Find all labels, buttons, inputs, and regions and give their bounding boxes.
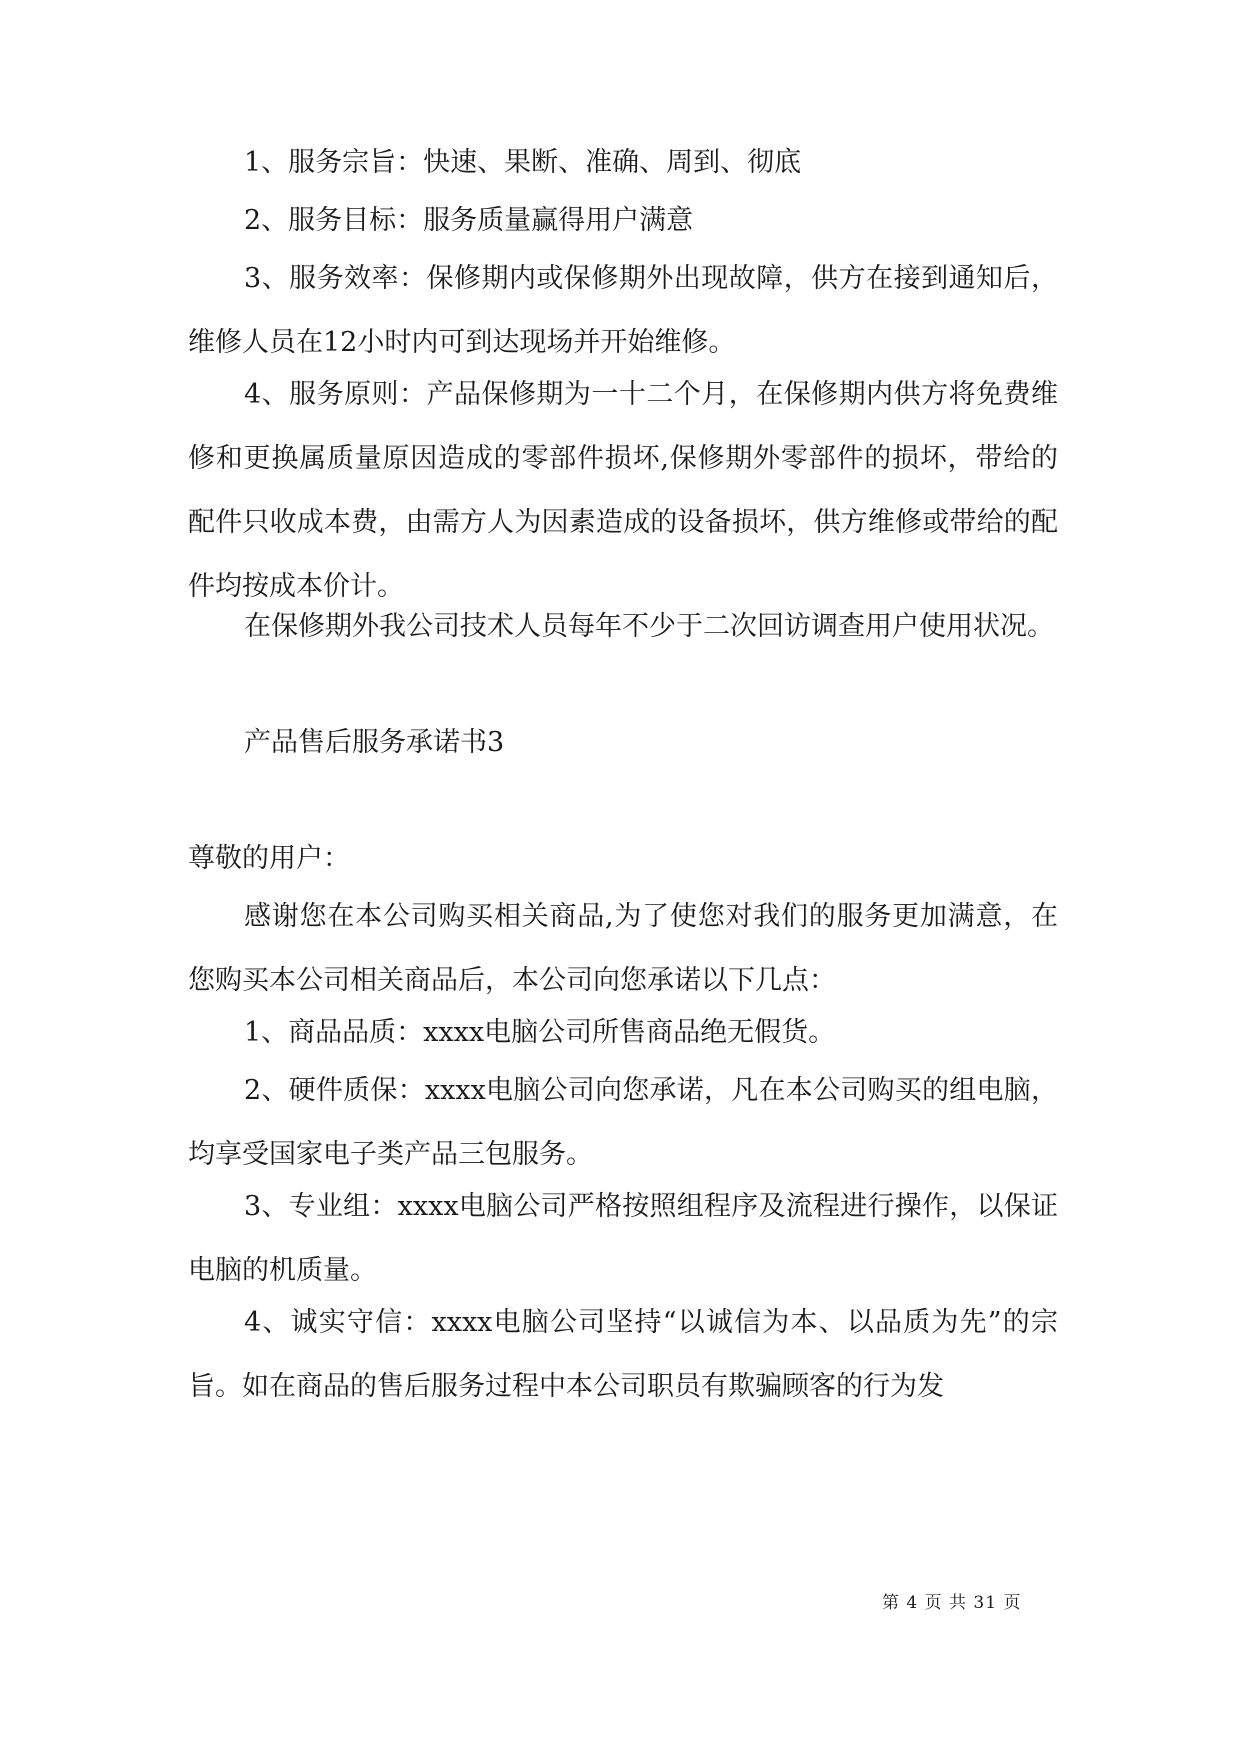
paragraph-product-quality: 1、商品品质：xxxx电脑公司所售商品绝无假货。: [244, 1017, 836, 1048]
paragraph-integrity: 4、诚实守信：xxxx电脑公司坚持“以诚信为本、以品质为先”的宗旨。如在商品的售后服务过程中本公司职员有欺骗顾客的行为发: [188, 1307, 1058, 1402]
paragraph-service-goal: 2、服务目标：服务质量赢得用户满意: [244, 205, 694, 236]
paragraph-service-purpose: 1、服务宗旨：快速、果断、准确、周到、彻底: [244, 147, 802, 178]
paragraph-service-principle: 4、服务原则：产品保修期为一十二个月，在保修期内供方将免费维修和更换属质量原因造成的零部件损坏,保修期外零部件的损坏，带给的配件只收成本费，由需方人为因素造成的设备损坏，供方维修或带给的配件均按成本价计。: [188, 379, 1058, 602]
section-heading: 产品售后服务承诺书3: [244, 727, 505, 758]
paragraph-professional-assembly: 3、专业组：xxxx电脑公司严格按照组程序及流程进行操作，以保证电脑的机质量。: [188, 1191, 1058, 1286]
paragraph-hardware-warranty: 2、硬件质保：xxxx电脑公司向您承诺，凡在本公司购买的组电脑，均享受国家电子类产品三包服务。: [188, 1075, 1058, 1170]
page-number-footer: 第 4 页 共 31 页: [882, 1593, 1022, 1613]
paragraph-thanks: 感谢您在本公司购买相关商品,为了使您对我们的服务更加满意，在您购买本公司相关商品后，本公司向您承诺以下几点：: [188, 901, 1058, 996]
paragraph-service-efficiency: 3、服务效率：保修期内或保修期外出现故障，供方在接到通知后，维修人员在12小时内可到达现场并开始维修。: [188, 263, 1058, 358]
paragraph-return-visit: 在保修期外我公司技术人员每年不少于二次回访调查用户使用状况。: [244, 611, 1054, 642]
salutation: 尊敬的用户：: [188, 843, 350, 874]
